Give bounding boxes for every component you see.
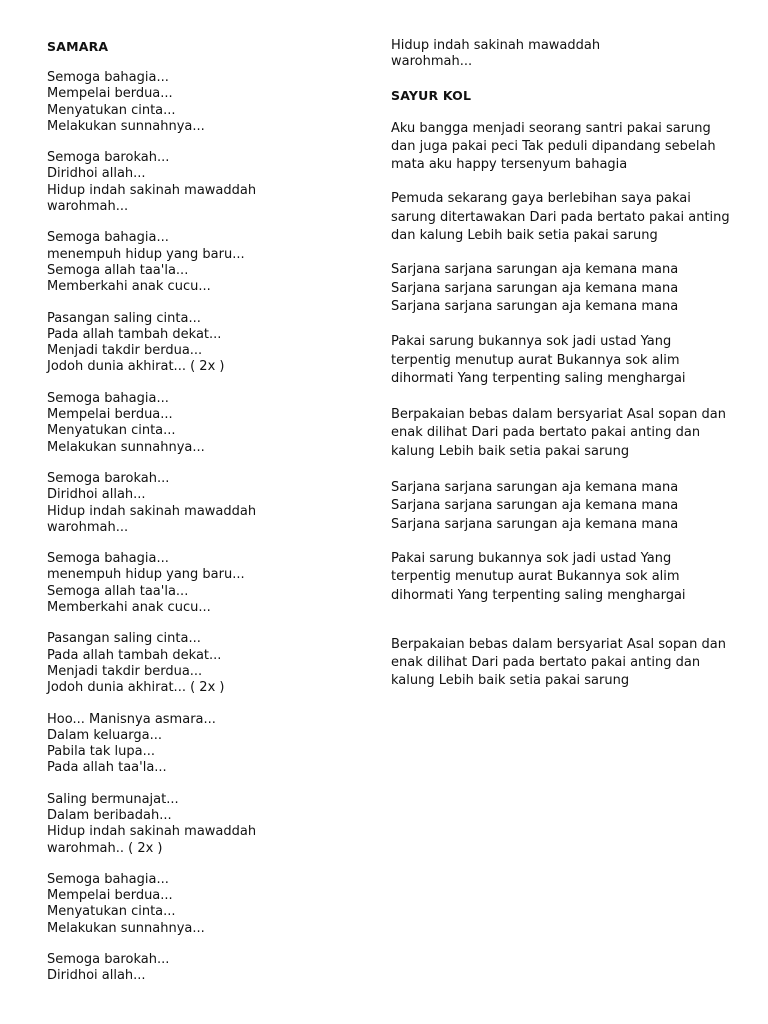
lyric-paragraph: Pemuda sekarang gaya berlebihan saya pakai sarung ditertawakan Dari pada bertato pakai anting dan kalung Lebih baik setia pakai sarung [391,191,730,244]
lyric-line: Diridhoi allah... [47,968,146,984]
lyric-line: Hidup indah sakinah mawaddah [47,503,257,519]
lyric-line: Semoga bahagia... [47,390,169,406]
lyric-line: Saling bermunajat... [47,791,179,807]
lyric-line: Hidup indah sakinah mawaddah [391,38,601,53]
lyric-line: Jodoh dunia akhirat... ( 2x ) [47,359,225,375]
lyric-line: warohmah... [47,519,129,535]
lyric-line: Semoga bahagia... [47,230,169,246]
lyric-line: Semoga barokah... [47,150,170,166]
lyric-line: Hidup indah sakinah mawaddah [47,182,257,198]
samara-lyrics-continuation [391,38,731,71]
song-title-samara: SAMARA [47,39,109,54]
stanza [47,872,367,937]
lyric-line: Diridhoi allah... [47,166,146,182]
lyric-line: Semoga allah taa'la... [47,583,189,599]
sayur-kol-lyrics [391,120,731,691]
lyric-line: Pada allah taa'la... [47,760,167,776]
stanza [47,391,367,456]
lyric-line: Semoga bahagia... [47,551,169,567]
lyric-paragraph: Berpakaian bebas dalam bersyariat Asal sopan dan enak dilihat Dari pada bertato pakai anting dan kalung Lebih baik setia pakai sarung [391,407,726,459]
stanza [47,952,367,985]
stanza [47,631,367,696]
lyric-paragraph: Sarjana sarjana sarungan aja kemana mana Sarjana sarjana sarungan aja kemana mana Sarjana sarjana sarungan aja kemana mana [391,480,679,532]
right-column [391,38,731,691]
lyric-line: Pada allah tambah dekat... [47,647,222,663]
lyric-line: Pabila tak lupa... [47,744,155,760]
lyric-line: Melakukan sunnahnya... [47,439,205,455]
left-column [47,38,367,985]
lyric-line: Mempelai berdua... [47,888,173,904]
lyric-line: Semoga bahagia... [47,70,169,85]
lyric-line: Pasangan saling cinta... [47,631,201,647]
stanza [47,712,367,777]
lyric-line: Dalam keluarga... [47,727,162,743]
lyric-paragraph: Berpakaian bebas dalam bersyariat Asal sopan dan enak dilihat Dari pada bertato pakai anting dan kalung Lebih baik setia pakai sarung [391,636,726,689]
lyric-line: Melakukan sunnahnya... [47,920,205,936]
lyric-line: Hoo... Manisnya asmara... [47,711,216,727]
lyric-line: menempuh hidup yang baru... [47,246,245,262]
stanza [47,311,367,376]
stanza [47,551,367,616]
lyric-line: Dalam beribadah... [47,807,172,823]
lyric-paragraph: Sarjana sarjana sarungan aja kemana mana Sarjana sarjana sarungan aja kemana mana Sarjana sarjana sarungan aja kemana mana [391,262,679,314]
lyric-line: Mempelai berdua... [47,86,173,102]
lyric-line: Menjadi takdir berdua... [47,663,203,679]
lyric-line: warohmah... [391,54,473,70]
lyric-line: Semoga barokah... [47,952,170,968]
lyric-line: Memberkahi anak cucu... [47,600,211,616]
song-title-sayur-kol: SAYUR KOL [391,87,472,103]
lyric-line: Menyatukan cinta... [47,904,176,920]
stanza [47,792,367,857]
lyric-line: Pasangan saling cinta... [47,310,201,326]
lyric-line: Hidup indah sakinah mawaddah [47,824,257,840]
lyric-line: Semoga allah taa'la... [47,262,189,278]
lyric-line: warohmah... [47,199,129,215]
lyric-line: Semoga barokah... [47,470,170,486]
stanza [47,471,367,536]
lyric-line: Menjadi takdir berdua... [47,343,203,359]
stanza [47,230,367,295]
lyric-line: Diridhoi allah... [47,487,146,503]
stanza [47,150,367,215]
lyric-paragraph: Pakai sarung bukannya sok jadi ustad Yang terpentig menutup aurat Bukannya sok alim dihormati Yang terpenting saling menghargai [391,550,686,603]
lyric-line: Menyatukan cinta... [47,102,176,118]
lyric-line: Jodoh dunia akhirat... ( 2x ) [47,680,225,696]
lyric-line: Mempelai berdua... [47,407,173,423]
lyric-line: Melakukan sunnahnya... [47,118,205,134]
samara-lyrics [47,70,367,985]
lyric-line: Pada allah tambah dekat... [47,326,222,342]
lyric-paragraph: Pakai sarung bukannya sok jadi ustad Yang terpentig menutup aurat Bukannya sok alim dihormati Yang terpenting saling menghargai [391,334,686,386]
lyric-line: Menyatukan cinta... [47,423,176,439]
stanza [47,70,367,135]
lyric-line: Memberkahi anak cucu... [47,279,211,295]
lyric-line: menempuh hidup yang baru... [47,567,245,583]
lyric-line: warohmah.. ( 2x ) [47,840,163,856]
lyric-line: Semoga bahagia... [47,871,169,887]
lyric-paragraph: Aku bangga menjadi seorang santri pakai sarung dan juga pakai peci Tak peduli dipandang sebelah mata aku happy tersenyum bahagia [391,120,716,173]
